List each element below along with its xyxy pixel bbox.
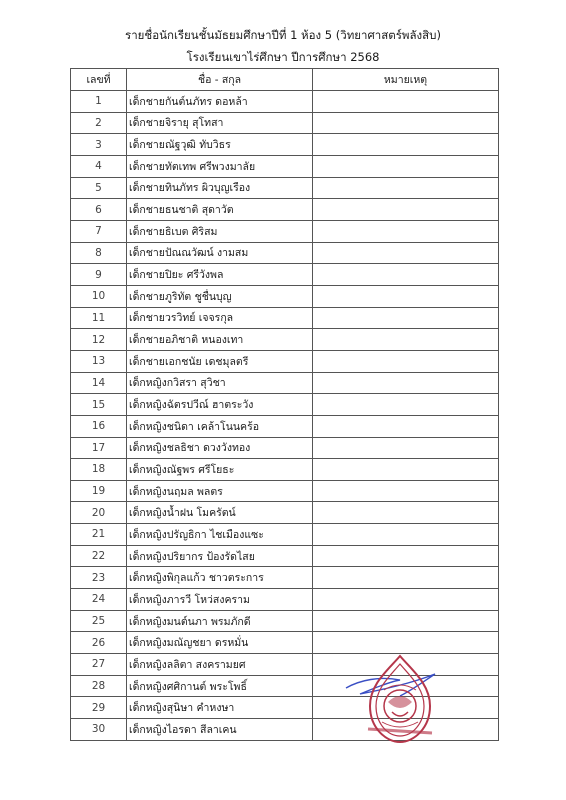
row-note: [313, 285, 499, 307]
row-number: 6: [71, 199, 127, 221]
row-number: 23: [71, 567, 127, 589]
row-number: 24: [71, 589, 127, 611]
table-row: [71, 502, 499, 524]
student-name: เด็กหญิงลลิตา สงครามยศ: [127, 654, 313, 676]
row-number: 26: [71, 632, 127, 654]
student-name: เด็กหญิงมณัญชยา ดรหมั่น: [127, 632, 313, 654]
table-body: [71, 91, 499, 741]
student-name: เด็กหญิงพิกุลแก้ว ชาวตระการ: [127, 567, 313, 589]
student-name: เด็กชายภูริทัต ชูชื่นบุญ: [127, 285, 313, 307]
row-note: [313, 220, 499, 242]
student-name: เด็กชายจิรายุ สุโทสา: [127, 112, 313, 134]
row-note: [313, 242, 499, 264]
row-number: 15: [71, 394, 127, 416]
row-number: 11: [71, 307, 127, 329]
table-row: [71, 394, 499, 416]
student-name: เด็กหญิงศศิกานต์ พระโพธิ์: [127, 675, 313, 697]
row-note: [313, 610, 499, 632]
student-name: เด็กหญิงณัฐพร ศรีโยธะ: [127, 459, 313, 481]
row-note: [313, 199, 499, 221]
student-name: เด็กชายทัตเทพ ศรีพวงมาลัย: [127, 155, 313, 177]
row-note: [313, 329, 499, 351]
table-row: [71, 264, 499, 286]
table-row: [71, 91, 499, 113]
header-number: เลขที่: [71, 69, 127, 91]
row-note: [313, 155, 499, 177]
row-note: [313, 437, 499, 459]
row-number: 2: [71, 112, 127, 134]
student-name: เด็กหญิงกวิสรา สุวิชา: [127, 372, 313, 394]
row-number: 5: [71, 177, 127, 199]
row-note: [313, 502, 499, 524]
table-row: [71, 589, 499, 611]
row-number: 25: [71, 610, 127, 632]
row-number: 16: [71, 415, 127, 437]
student-name: เด็กชายปิยะ ศรีวังพล: [127, 264, 313, 286]
student-name: เด็กชายอภิชาติ หนองเทา: [127, 329, 313, 351]
student-name: เด็กชายธนชาติ สุดาวัต: [127, 199, 313, 221]
document-title: รายชื่อนักเรียนชั้นมัธยมศึกษาปีที่ 1 ห้อง 5 (วิทยาศาสตร์พลังสิบ): [125, 28, 441, 42]
table-row: [71, 285, 499, 307]
table-row: [71, 134, 499, 156]
table-row: [71, 567, 499, 589]
table-header-row: [71, 69, 499, 91]
table-row: [71, 177, 499, 199]
row-note: [313, 459, 499, 481]
row-number: 7: [71, 220, 127, 242]
student-name: เด็กหญิงมนต์นภา พรมภักดี: [127, 610, 313, 632]
student-name: เด็กหญิงสุนิษา คำหงษา: [127, 697, 313, 719]
table-row: [71, 610, 499, 632]
row-number: 13: [71, 350, 127, 372]
school-seal-stamp: [340, 650, 455, 750]
student-name: เด็กชายกันต์นภัทร ดอหล้า: [127, 91, 313, 113]
row-note: [313, 264, 499, 286]
table-row: [71, 112, 499, 134]
table-row: [71, 437, 499, 459]
table-row: [71, 307, 499, 329]
row-number: 21: [71, 524, 127, 546]
student-name: เด็กหญิงชนิดา เคล้าโนนคร้อ: [127, 415, 313, 437]
table-row: [71, 372, 499, 394]
row-note: [313, 350, 499, 372]
row-note: [313, 545, 499, 567]
row-note: [313, 589, 499, 611]
row-number: 22: [71, 545, 127, 567]
row-number: 17: [71, 437, 127, 459]
header-name: ชื่อ - สกุล: [127, 69, 313, 91]
student-table: [70, 68, 499, 741]
row-number: 20: [71, 502, 127, 524]
student-name: เด็กหญิงไอรดา สีลาเคน: [127, 719, 313, 741]
student-name: เด็กชายณัฐวุฒิ ทับวิธร: [127, 134, 313, 156]
table-row: [71, 524, 499, 546]
row-note: [313, 394, 499, 416]
row-number: 3: [71, 134, 127, 156]
row-number: 19: [71, 480, 127, 502]
table-row: [71, 199, 499, 221]
student-name: เด็กหญิงน้ำฝน โมครัตน์: [127, 502, 313, 524]
row-number: 9: [71, 264, 127, 286]
row-number: 14: [71, 372, 127, 394]
table-row: [71, 480, 499, 502]
row-note: [313, 134, 499, 156]
table-row: [71, 415, 499, 437]
table-row: [71, 155, 499, 177]
row-number: 18: [71, 459, 127, 481]
row-number: 12: [71, 329, 127, 351]
student-name: เด็กหญิงปรัญธิกา ไชเมืองแซะ: [127, 524, 313, 546]
row-number: 28: [71, 675, 127, 697]
table-row: [71, 459, 499, 481]
student-name: เด็กหญิงนฤมล พลตร: [127, 480, 313, 502]
row-number: 27: [71, 654, 127, 676]
row-number: 29: [71, 697, 127, 719]
student-name: เด็กชายทินภัทร ผิวบุญเรือง: [127, 177, 313, 199]
table-row: [71, 242, 499, 264]
student-name: เด็กหญิงฉัตรปวีณ์ ฮาตระวัง: [127, 394, 313, 416]
row-note: [313, 91, 499, 113]
student-name: เด็กหญิงภารวี โหว่สงคราม: [127, 589, 313, 611]
student-name: เด็กชายปัณณวัฒน์ งามสม: [127, 242, 313, 264]
row-number: 8: [71, 242, 127, 264]
header-note: หมายเหตุ: [313, 69, 499, 91]
table-row: [71, 329, 499, 351]
table-row: [71, 545, 499, 567]
row-note: [313, 177, 499, 199]
student-name: เด็กชายธิเบต ศิริสม: [127, 220, 313, 242]
student-name: เด็กหญิงปริยากร ป้องรัดไสย: [127, 545, 313, 567]
row-note: [313, 524, 499, 546]
row-note: [313, 480, 499, 502]
row-note: [313, 112, 499, 134]
row-number: 1: [71, 91, 127, 113]
student-name: เด็กชายวรวิทย์ เจจรกุล: [127, 307, 313, 329]
row-note: [313, 415, 499, 437]
row-note: [313, 307, 499, 329]
row-note: [313, 567, 499, 589]
row-number: 10: [71, 285, 127, 307]
table-row: [71, 350, 499, 372]
document-subtitle: โรงเรียนเขาไร่ศึกษา ปีการศึกษา 2568: [186, 50, 380, 64]
row-number: 30: [71, 719, 127, 741]
table-row: [71, 220, 499, 242]
row-number: 4: [71, 155, 127, 177]
row-note: [313, 372, 499, 394]
student-name: เด็กหญิงชลธิชา ดวงวังทอง: [127, 437, 313, 459]
student-name: เด็กชายเอกชนัย เดชมุลตรี: [127, 350, 313, 372]
